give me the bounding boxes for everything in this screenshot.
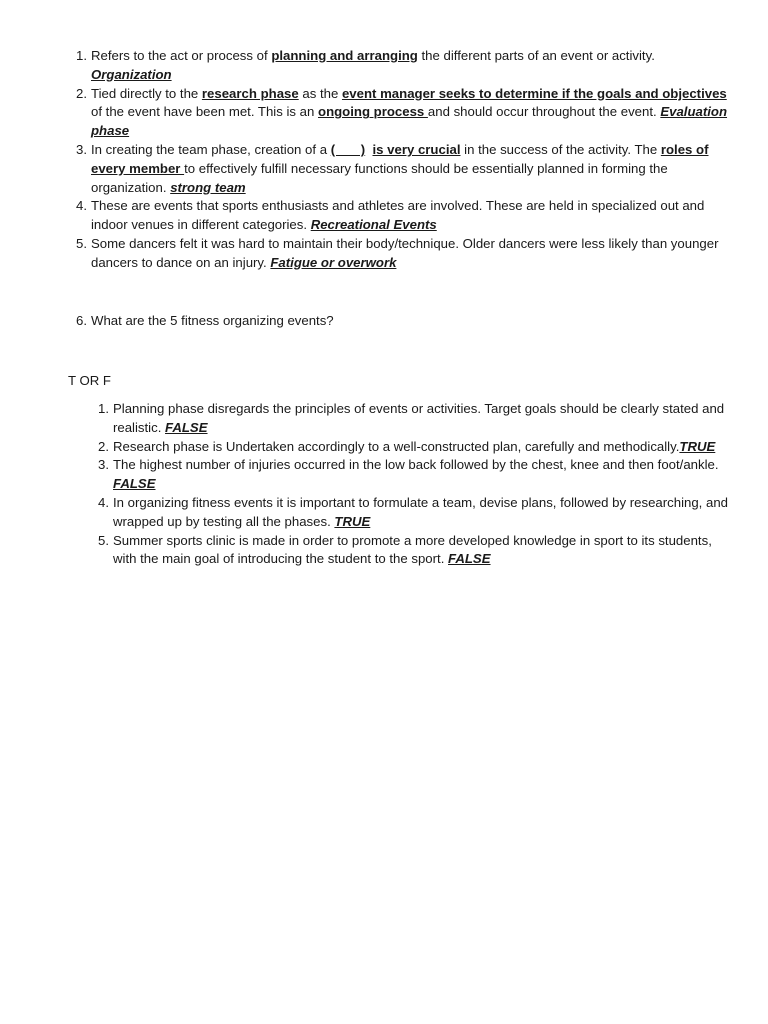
key-phrase: ongoing process — [318, 104, 428, 120]
answer: TRUE — [679, 438, 716, 454]
answer: FALSE — [113, 476, 156, 492]
item-number: 2. — [76, 85, 87, 101]
answer: Evaluation phase — [91, 104, 728, 139]
identification-list — [76, 47, 731, 273]
list-item: 5. Summer sports clinic is made in order to promote a more developed knowledge in sport to its students, with the main goal of introducing the student to the sport. FALSE — [113, 532, 728, 570]
list-item: 1. Planning phase disregards the principles of events or activities. Target goals should be clearly stated and realistic. FALSE — [113, 400, 728, 438]
key-phrase: is very crucial — [372, 141, 461, 157]
list-item: 3. The highest number of injuries occurred in the low back followed by the chest, knee and then foot/ankle. FALSE — [113, 456, 728, 494]
key-phrase: planning and arranging — [271, 48, 418, 63]
item-number: 2. — [98, 438, 109, 454]
item-number: 1. — [76, 48, 87, 63]
item-number: 6. — [76, 313, 87, 328]
key-phrase: event manager seeks to determine if the goals and objectives — [341, 85, 727, 101]
item-number: 4. — [98, 494, 109, 510]
list-item: 5. Some dancers felt it was hard to maintain their body/technique. Older dancers were less likely than younger dancers to dance on an injury. Fatigue or overwork — [91, 235, 731, 273]
item-number: 5. — [98, 532, 109, 548]
list-item: 3. In creating the team phase, creation of a ( ) is very crucial in the success of the activity. The roles of every member to effectively fulfill necessary functions should be essentially planned in forming the organization. strong team — [91, 141, 731, 197]
question-6 — [76, 312, 731, 331]
list-item: 4. In organizing fitness events it is important to formulate a team, devise plans, followed by researching, and wrapped up by testing all the phases. TRUE — [113, 494, 728, 532]
answer: strong team — [170, 179, 246, 195]
list-item: 2. Tied directly to the research phase as the event manager seeks to determine if the goals and objectives of the event have been met. This is an ongoing process and should occur throughout the event. Evaluation phase — [91, 85, 731, 141]
question-text: What are the 5 fitness organizing events? — [91, 313, 334, 328]
key-phrase: roles of every member — [91, 141, 709, 176]
list-item: 1. Refers to the act or process of planning and arranging the different parts of an event or activity. Organization — [91, 47, 731, 85]
answer: FALSE — [448, 551, 491, 567]
answer: Organization — [91, 66, 172, 82]
item-number: 5. — [76, 235, 87, 251]
true-or-false-list — [98, 400, 729, 569]
answer: FALSE — [165, 419, 208, 435]
list-item: 4. These are events that sports enthusiasts and athletes are involved. These are held in specialized out and indoor venues in different categories. Recreational Events — [91, 197, 731, 235]
section-heading: T OR F — [68, 373, 111, 388]
list-item: 2. Research phase is Undertaken accordingly to a well-constructed plan, carefully and methodically.TRUE — [113, 438, 728, 457]
key-phrase: research phase — [201, 85, 299, 101]
answer: Recreational Events — [310, 217, 437, 233]
blank: ( ) — [330, 141, 366, 157]
answer: Fatigue or overwork — [270, 254, 397, 270]
item-number: 3. — [98, 457, 109, 473]
answer: TRUE — [334, 513, 371, 529]
item-number: 4. — [76, 198, 87, 214]
item-number: 3. — [76, 141, 87, 157]
item-number: 1. — [98, 401, 109, 416]
